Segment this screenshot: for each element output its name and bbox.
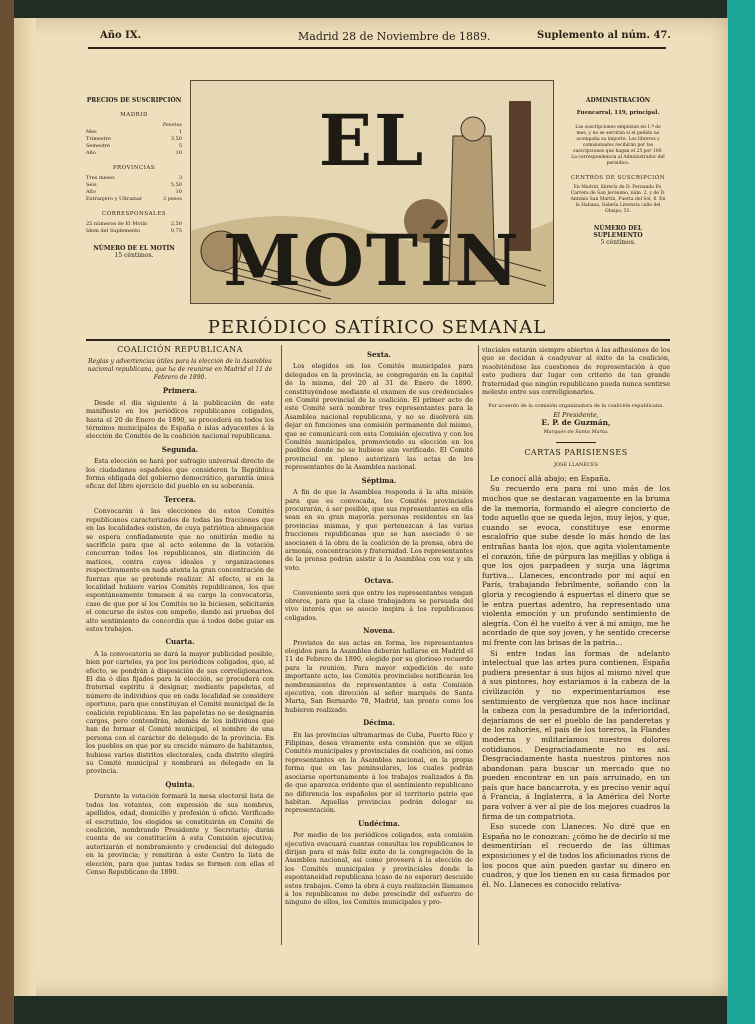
price-row-value: 10 — [175, 189, 182, 195]
article-author: JOSÉ LLANECES — [554, 462, 598, 469]
price-row-label: Año — [86, 189, 96, 195]
issue-price: 15 céntimos. — [114, 252, 154, 259]
paragraph: Esta elección se hará por sufragio universal directo de los ciudadanos españoles que consideren la República forma obligada del gobierno democrático, garantía única eficaz del libre ejercicio del pueblo en su soberanía. — [86, 457, 274, 491]
subscription-title: PRECIOS DE SUSCRIPCIÓN — [86, 97, 182, 104]
price-row-label: Semestre — [86, 143, 111, 149]
issue-date: Madrid 28 de Noviembre de 1889. — [298, 30, 491, 43]
price-row-value: 3 — [178, 175, 182, 181]
price-row-value: 5 — [178, 143, 182, 149]
price-row — [86, 143, 182, 150]
price-row — [86, 196, 182, 203]
column-coalicion — [86, 346, 274, 877]
paragraph: A la convocatoria se dará la mayor publicidad posible, bien por carteles, ya por los periódicos coligados, que, al efecto, se pondrán á disposición de sus correligionarios. El día ó días fijados para la elección, se procederá con fraternal espíritu á designar, mediante papeletas, el número de individuos que en cada localidad se considere oportuno, para que constituyan el Comité municipal de la coalición republicana. En las papeletas no se designarán cargos, pero contendrán, además de los individuos que han de formar el Comité municipal, el nombre de una persona con el carácter de delegado de la provincia. En los pueblos en que por su crecido número de habitantes, hubiese varios distritos electorales, cada distrito elegirá su Comité municipal y nombrará su delegado en la provincia. — [86, 649, 274, 776]
pesetas-label: Pesetas — [162, 122, 182, 128]
paragraph: Convocarán á las elecciones de estos Comités republicanos caracterizados de todas las fracciones que en las localidades existen, de cuya patriótica abnegación se espera confiadamente que no omitirán medio ni sacrificio para que al acto solemne de la votación concurran todos los republicanos, sin distinción de matices, contra cuyos ideales y organizaciones respectivamente en nada atenta la gran concentración de fuerzas que se pretende realizar. Al efecto, si en la localidad hubiere varios Comités republicanos, los que espontáneamente tomasen á su cargo la convocatoria, caso de que por sí los Comités no la hiciesen, solicitarán el concurso de éstos con empeño, dando así pruebas del alto sentimiento de concordia que á todos debe guiar en estos trabajos. — [86, 507, 274, 633]
correspondents-heading: CORRESPONSALES — [102, 211, 166, 217]
administration-box — [570, 97, 666, 246]
page-gutter — [14, 18, 36, 996]
section-heading: Primera. — [162, 386, 198, 396]
paragraph: Si entre todas las formas de adelanto intelectual que las artes pura contienen, España pudiera presentar á sus hijos al mismo nivel que á sus pintores, hoy estaríamos á la cabeza de la civilización y no experimentaríamos ese sentimiento de vergüenza que nos hace inclinar la cabeza con la pesadumbre de la inferioridad, dejaríamos de ser el pueblo de las panderetas y de los zahoríes, el país de los toreros, la Flandes moderna y militaríamos nuestros dolores cotidianos. Desgraciadamente no es así. Desgraciadamente hasta nuestros pintores nos abandonan para buscar un mercado que no pueden encontrar en un país arruinado, en un país que hace bancarrota, y es preciso venir aquí á Francia, á Inglaterra, á la América del Norte para volver á ver al pie de los mejores cuadros la firma de un compatriota. — [482, 648, 670, 821]
price-row-label: Mes — [86, 129, 97, 135]
paragraph: Durante la votación formará la mesa electoral lista de todos los votantes, con expresión de sus nombres, apellidos, edad, domicilio y profesión ú oficio. Verificado el escrutinio, los elegidos se constituirán en Comité de coalición, nombrando Presidente y Secretario; darán cuenta de su constitución á esta Comisión ejecutiva; autorizarán el nombramiento y credencial del delegado en la provincia; y remitirán á este Centro la lista de elección, para que juntas todas se formen con ellas el Censo Republicano de 1890. — [86, 792, 274, 876]
section-heading: Quinta. — [165, 779, 195, 789]
column-cartas — [482, 346, 670, 890]
centers-heading: CENTROS DE SUSCRIPCIÓN — [570, 175, 666, 181]
scan-background — [727, 0, 755, 1024]
price-row — [86, 228, 182, 235]
price-row — [86, 221, 182, 228]
price-row-value: 1 — [178, 129, 182, 135]
price-row — [86, 136, 182, 143]
price-row — [86, 150, 182, 157]
provinces-heading: PROVINCIAS — [112, 165, 156, 171]
price-row-value: 3,50 — [170, 136, 182, 142]
price-row — [86, 129, 182, 136]
administration-address: Fuencarral, 119, principal. — [576, 110, 660, 116]
price-row-label: Trimestre — [86, 136, 111, 142]
price-row-label: Seis — [86, 182, 97, 188]
signature-name: E. P. de Guzmán, — [541, 418, 611, 428]
administration-title: ADMINISTRACIÓN — [585, 97, 651, 104]
signature-note: Por acuerdo de la comisión organizadora de la coalición republicana. — [488, 403, 664, 410]
article-divider — [556, 442, 596, 443]
price-row-value: 10 — [175, 150, 182, 156]
section-heading: Octava. — [364, 576, 394, 586]
subscription-box — [86, 97, 182, 259]
paragraph: A fin de que la Asamblea responda á la alta misión para que es convocada, los Comités provinciales procurarán, á ser posible, que sus representantes en ella sean en su gran mayoría personas residentes en las provincias mismas, y que pertenezcan á las varias fracciones republicanas que se han asociado ó se asociasen á la obra de la coalición de la prensa, obra de armonía, concentración y fraternidad. Los representantes de la prensa podrán asistir á la Asamblea con voz y sin voto. — [285, 488, 473, 572]
paragraph: Eso sucede con Llaneces. No diré que en España no le conozcan: ¿cómo he de decirlo si me desmentirían el recuerdo de las últimas exposiciones y el de todos los aficionados ricos de los pocos que aún pueden gastar su dinero en cuadros, y que los tienen en su casa firmados por él. No. Llaneces es conocido relativa- — [482, 822, 670, 889]
price-row — [86, 189, 182, 196]
article-title: CARTAS PARISIENSES — [524, 448, 628, 458]
section-heading: Sexta. — [367, 350, 391, 359]
paragraph: Conveniente será que entre los representantes vengan obreros, para que la clase trabajadora se persuada del vivo interés que se asocio inspira á los republicanos coligados. — [285, 588, 473, 622]
section-heading: Séptima. — [361, 475, 397, 485]
column-rules-continued — [285, 346, 473, 908]
issue-year: Año IX. — [100, 30, 142, 41]
book-binding — [0, 0, 14, 1024]
supplement-price: 5 céntimos. — [600, 239, 636, 246]
paragraph: Desde el día siguiente á la publicación de este manifiesto en los periódicos republicanos coligados, hasta el 20 de Enero de 1890, se procederá en todos los términos municipales de España ó islas adyacentes á la elección de Comités de la coalición nacional republicana. — [86, 398, 274, 441]
article-intro: Reglas y advertencias útiles para la elección de la Asamblea nacional republicana, que ha de reunirse en Madrid el 11 de Febrero de 1890. — [87, 358, 273, 382]
price-row-value: 5,50 — [170, 182, 182, 188]
signature-title: Marqués de Santa Marta. — [543, 428, 609, 435]
section-heading: Cuarta. — [165, 637, 195, 647]
paragraph: En las provincias ultramarinas de Cuba, Puerto Rico y Filipinas, desea vivamente esta comisión que se elijan Comités municipales y provinciales de coalición, así como representantes en la Asamblea nacional, en la propia forma que en las peninsulares, los cuales podrán asociarse oportunamente á los trabajos realizados á fin de que aparezca evidente que el sentimiento republicano no diferencia los españoles por el territorio patrio que habitan. Aquellas provincias podrán delegar su representación. — [285, 730, 473, 815]
price-row — [86, 182, 182, 189]
paragraph: Su recuerdo era para mí uno más de los muchos que se destacan vagamente en la bruma de la memoria, formando el alegre concierto de todo aquello que se queda lejos, muy lejos, y que, cuando se evoca, constituye ese enorme escalofrío que sube desde lo más hondo de las entrañas hasta los ojos, que agita violentamente el corazón, tiñe de púrpura las mejillas y obliga á que los ojos parpadeen y surja una lágrima furtiva... Llaneces, encontrado por mí aquí en París, trabajando febrilmente, soñando con la gloria y recogiendo á espuertas el dinero que se le entra puertas adentro, ha representado una violenta emoción y un profundo sentimiento de alegría. Con él he vuelto á ver á mi amigo, me he acordado de que soy joven, y he sentido crecerse mi frente con las brisas de la patria... — [482, 484, 670, 647]
price-row-value: 2,50 — [170, 221, 182, 227]
price-row-value: 0,75 — [170, 228, 182, 234]
section-heading: Segunda. — [161, 444, 199, 454]
paragraph: Le conocí allá abajo; en España. — [490, 473, 611, 483]
article-title: COALICIÓN REPUBLICANA — [117, 345, 243, 354]
price-row-value: 3 pesos — [162, 196, 182, 202]
price-row-label: Idem del Suplemento — [86, 228, 141, 234]
price-row-label: Año — [86, 150, 96, 156]
madrid-heading: MADRID — [120, 112, 148, 118]
masthead-illustration — [190, 80, 554, 304]
paragraph: Provistos de sus actas en forma, los representantes elegidos para la Asamblea deberán hallarse en Madrid el 11 de Febrero de 1890, elegido por su glorioso recuerdo para la reunión. Para mayor expedición de este importante acto, los Comités provinciales notificarán los nombramientos de representantes á esta Comisión ejecutiva, con dirección al señor marqués de Santa Marta, San Bernardo 78, Madrid, tan pronto como los hubieren realizado. — [285, 638, 473, 714]
price-row-label: 25 números de El Motín — [86, 221, 148, 227]
section-heading: Undécima. — [358, 818, 400, 828]
paragraph: Por medio de los periódicos coligados, esta comisión ejecutiva evacuará cuantas consultas los republicanos le dirijan para el más feliz éxito de la congregación de la Asamblea nacional, así como proveerá á la elección de los Comités municipales y provinciales donde la espontaneidad republicana (caso de no esperar) descuide estos trabajos. Como la obra á cuya realización llamamos á los republicanos no debe prescindir del esfuerzo de ninguno de ellos, los Comités municipales y pro- — [285, 831, 473, 907]
supplement-label: Suplemento al núm. 47. — [537, 30, 671, 41]
issue-price-label: NÚMERO DE EL MOTÍN — [93, 245, 175, 252]
section-heading: Novena. — [363, 626, 395, 636]
paragraph: Los elegidos en los Comités municipales para delegados en la provincia, se congregarán en la capital de la misma, del 20 al 31 de Enero de 1890, constituyéndose mediante el examen de sus credenciales en Comité provincial de la coalición. El primer acto de este Comité será nombrar tres representantes para la Asamblea nacional republicana, y no se disolverá sin dejar en funciones una comisión permanente del mismo, que se comunicará con esta Comisión ejecutiva y con los Comités municipales, promoviendo su elección en los pueblos donde no se hubiese aún verificado. El Comité provincial en pleno autorizará las actas de los representantes de la Asamblea nacional. — [285, 362, 473, 472]
section-heading: Décima. — [363, 718, 395, 728]
masthead-title: EL MOTÍN — [223, 99, 521, 302]
signature-role: El Presidente, — [553, 410, 599, 419]
column-rule — [281, 345, 282, 945]
administration-note: Las suscripciones empiezan en 1.º de mes, y no se servirán si el pedido no acompaña su importe. Los libreros y comisionados recibirán por las suscripciones que hagan el 25 por 100. La correspondencia al Administrador del periódico. — [571, 125, 665, 166]
subtitle-rule — [86, 339, 670, 341]
centers-text: En Madrid, librería de D. Fernando Fe, Carrera de San Jerónimo, núm. 2, y de D. Antonio San Martín, Puerta del Sol, 6. En la Habana, Galería Literaria calle del Obispo, 55. — [570, 185, 666, 214]
section-heading: Tercera. — [164, 494, 196, 504]
price-row — [86, 175, 182, 182]
price-row-label: Extranjero y Ultramar — [86, 196, 143, 202]
supplement-price-label: NÚMERO DEL SUPLEMENTO — [593, 225, 643, 239]
column-rule — [478, 345, 479, 945]
masthead-subtitle: PERIÓDICO SATÍRICO SEMANAL — [207, 317, 547, 338]
price-row-label: Tres meses — [86, 175, 115, 181]
paragraph: vinciales estarán siempre abiertos á las adhesiones de los que se decidan á coadyuvar al éxito de la coalición, resolviéndose las cuestiones de representación á que esto pudiera dar lugar con criterio de tan grande fraternidad que ningún republicano pueda nunca sentirse molesto entre sus correligionarios. — [482, 346, 670, 397]
header-rule — [88, 47, 666, 49]
